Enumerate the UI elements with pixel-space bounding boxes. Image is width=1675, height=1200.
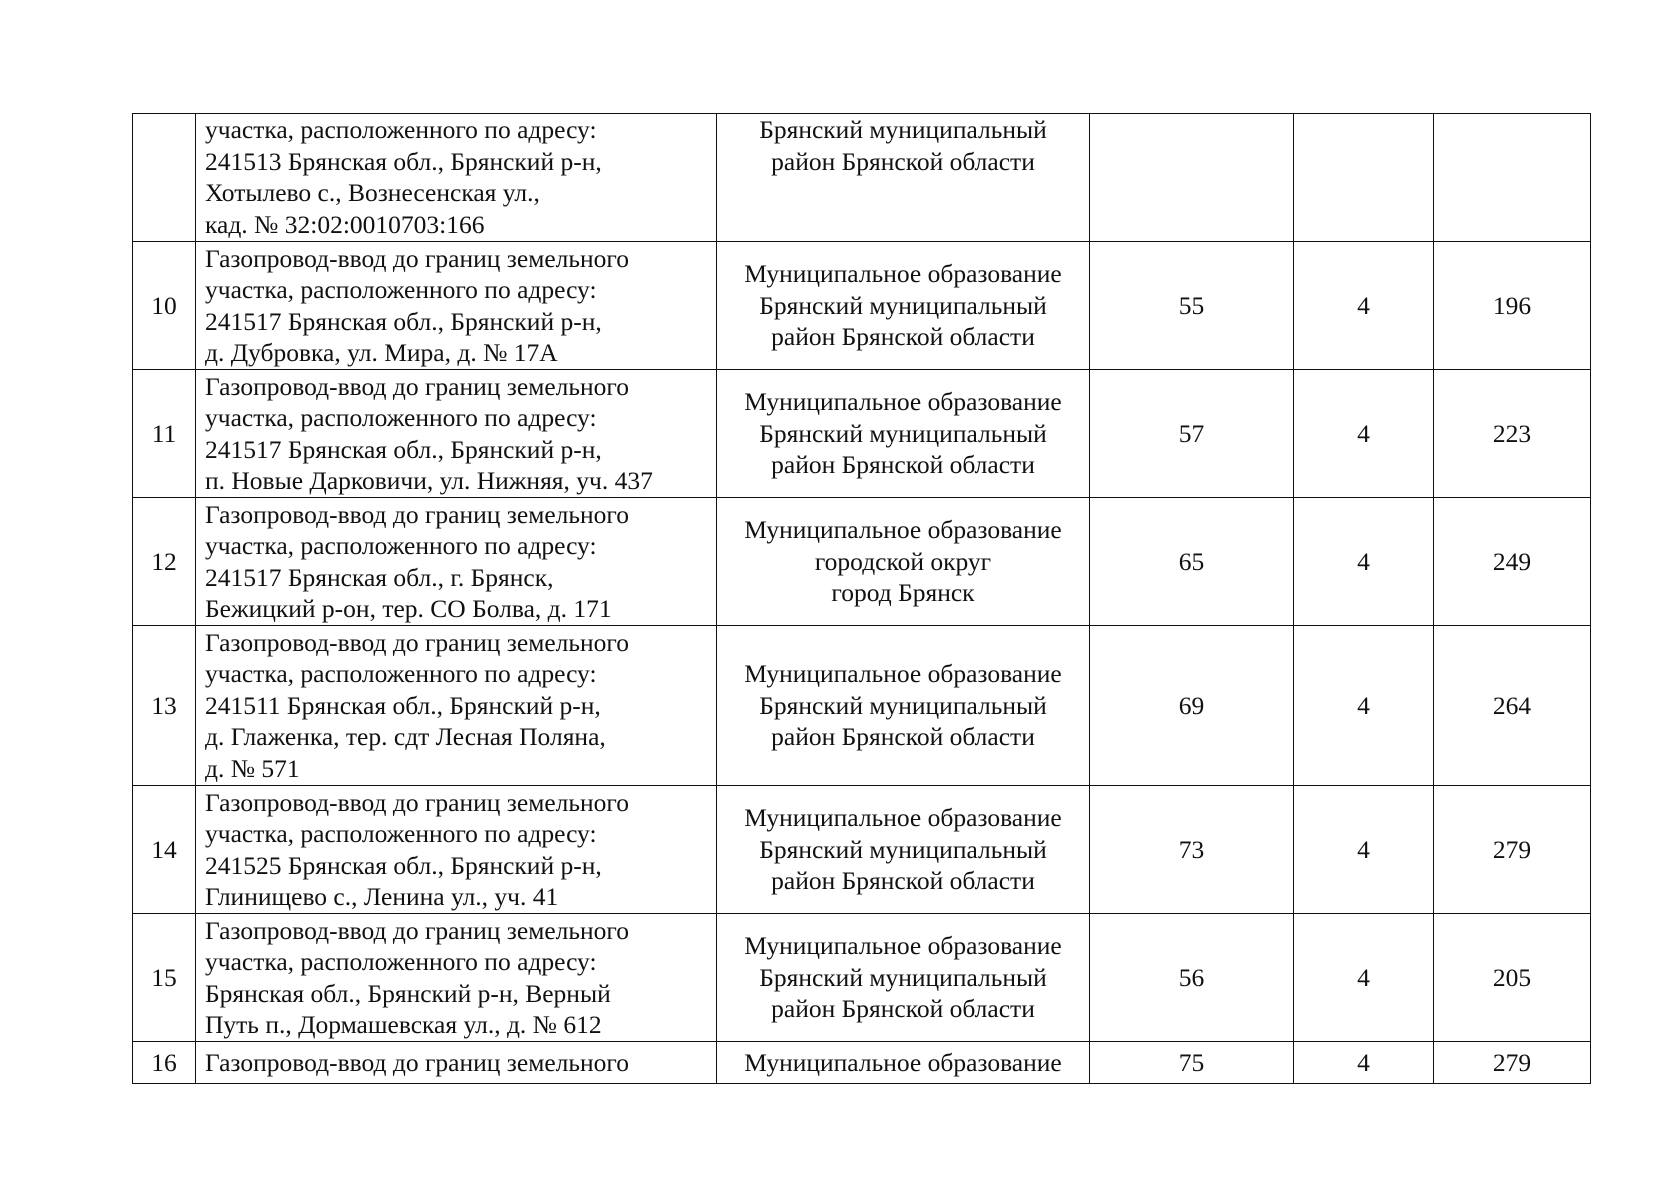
description-line: Бежицкий р-он, тер. СО Болва, д. 171 [205, 594, 612, 623]
value-cell-2: 4 [1294, 786, 1434, 914]
description-line: д. Дубровка, ул. Мира, д. № 17А [205, 338, 558, 367]
owner-line: Брянский муниципальный [759, 834, 1047, 864]
row-number-cell: 11 [133, 370, 196, 498]
table-row [133, 786, 1591, 914]
object-description-cell [196, 1042, 717, 1084]
owner-line: Муниципальное образование [744, 803, 1062, 833]
description-line: Путь п., Дормашевская ул., д. № 612 [205, 1010, 602, 1039]
owner-line: городской округ [814, 546, 992, 576]
owner-line: район Брянской области [771, 146, 1035, 176]
description-line: Хотылево с., Вознесенская ул., [205, 178, 540, 207]
description-line: участка, расположенного по адресу: [205, 531, 597, 560]
row-number-cell: 15 [133, 914, 196, 1042]
description-line: 241517 Брянская обл., Брянский р-н, [205, 434, 602, 464]
table-row [133, 370, 1591, 498]
value-cell-3: 279 [1434, 786, 1591, 914]
owner-cell [717, 242, 1090, 370]
owner-cell [717, 626, 1090, 786]
owner-line: Муниципальное образование [744, 515, 1062, 545]
description-line: Газопровод-ввод до границ земельного [205, 371, 629, 401]
owner-cell [717, 498, 1090, 626]
table-row [133, 498, 1591, 626]
owner-line: Брянский муниципальный [759, 690, 1047, 720]
value-cell-3: 223 [1434, 370, 1591, 498]
owner-line: Муниципальное образование [744, 387, 1062, 417]
owner-line: Брянский муниципальный [759, 115, 1047, 144]
value-cell-3: 196 [1434, 242, 1591, 370]
table-row [133, 914, 1591, 1042]
description-line: участка, расположенного по адресу: [205, 819, 597, 848]
owner-line: Брянский муниципальный [759, 418, 1047, 448]
owner-line: район Брянской области [771, 866, 1035, 896]
description-line: Газопровод-ввод до границ земельного [205, 1047, 629, 1077]
owner-line: район Брянской области [771, 722, 1035, 752]
owner-line: город Брянск [831, 578, 975, 608]
value-cell-1: 75 [1090, 1042, 1294, 1084]
description-line: Брянская обл., Брянский р-н, Верный [205, 978, 611, 1008]
value-cell-1: 69 [1090, 626, 1294, 786]
owner-cell [717, 786, 1090, 914]
object-description-cell [196, 242, 717, 370]
value-cell-1: 57 [1090, 370, 1294, 498]
owner-line: район Брянской области [771, 994, 1035, 1024]
row-number-cell: 14 [133, 786, 196, 914]
owner-cell [717, 914, 1090, 1042]
description-line: участка, расположенного по адресу: [205, 659, 597, 689]
description-line: Газопровод-ввод до границ земельного [205, 787, 629, 817]
description-line: 241517 Брянская обл., Брянский р-н, [205, 306, 602, 336]
row-number-cell [133, 114, 196, 242]
owner-line: Муниципальное образование [744, 259, 1062, 289]
description-line: Газопровод-ввод до границ земельного [205, 627, 629, 657]
object-description-cell [196, 786, 717, 914]
value-cell-3: 205 [1434, 914, 1591, 1042]
description-line: Газопровод-ввод до границ земельного [205, 915, 629, 945]
description-line: 241525 Брянская обл., Брянский р-н, [205, 850, 602, 880]
description-line: участка, расположенного по адресу: [205, 275, 597, 304]
object-description-cell [196, 914, 717, 1042]
description-line: п. Новые Дарковичи, ул. Нижняя, уч. 437 [205, 466, 653, 495]
owner-line: район Брянской области [771, 322, 1035, 352]
description-line: 241513 Брянская обл., Брянский р-н, [205, 146, 602, 176]
description-line: участка, расположенного по адресу: [205, 947, 597, 976]
value-cell-1: 56 [1090, 914, 1294, 1042]
owner-line: Муниципальное образование [744, 931, 1062, 961]
description-line: д. № 571 [205, 753, 300, 783]
object-description-cell [196, 370, 717, 498]
description-line: участка, расположенного по адресу: [205, 403, 597, 432]
value-cell-2: 4 [1294, 914, 1434, 1042]
owner-line: Муниципальное образование [744, 659, 1062, 689]
value-cell-2: 4 [1294, 370, 1434, 498]
row-number-cell: 13 [133, 626, 196, 786]
object-description-cell [196, 626, 717, 786]
value-cell-2: 4 [1294, 498, 1434, 626]
description-line: Газопровод-ввод до границ земельного [205, 499, 629, 529]
object-description-cell [196, 114, 717, 242]
table-row [133, 114, 1591, 242]
owner-cell [717, 114, 1090, 242]
owner-line: район Брянской области [771, 450, 1035, 480]
table-row [133, 626, 1591, 786]
value-cell-3: 264 [1434, 626, 1591, 786]
value-cell-3 [1434, 114, 1591, 242]
description-line: участка, расположенного по адресу: [205, 115, 597, 144]
value-cell-3: 279 [1434, 1042, 1591, 1084]
row-number-cell: 16 [133, 1042, 196, 1084]
owner-cell [717, 1042, 1090, 1084]
value-cell-2 [1294, 114, 1434, 242]
row-number-cell: 10 [133, 242, 196, 370]
gas-pipeline-table [132, 113, 1591, 1084]
owner-line: Брянский муниципальный [759, 962, 1047, 992]
value-cell-2: 4 [1294, 626, 1434, 786]
description-line: Глинищево с., Ленина ул., уч. 41 [205, 882, 559, 911]
table-row [133, 1042, 1591, 1084]
value-cell-1: 73 [1090, 786, 1294, 914]
value-cell-2: 4 [1294, 1042, 1434, 1084]
owner-line: Муниципальное образование [744, 1047, 1062, 1077]
description-line: 241517 Брянская обл., г. Брянск, [205, 562, 554, 592]
description-line: кад. № 32:02:0010703:166 [205, 209, 485, 239]
owner-cell [717, 370, 1090, 498]
value-cell-3: 249 [1434, 498, 1591, 626]
value-cell-1 [1090, 114, 1294, 242]
object-description-cell [196, 498, 717, 626]
value-cell-2: 4 [1294, 242, 1434, 370]
description-line: д. Глаженка, тер. сдт Лесная Поляна, [205, 722, 606, 752]
row-number-cell: 12 [133, 498, 196, 626]
description-line: 241511 Брянская обл., Брянский р-н, [205, 690, 601, 720]
table-body [133, 114, 1591, 1084]
description-line: Газопровод-ввод до границ земельного [205, 243, 629, 273]
table-row [133, 242, 1591, 370]
value-cell-1: 55 [1090, 242, 1294, 370]
value-cell-1: 65 [1090, 498, 1294, 626]
owner-line: Брянский муниципальный [759, 290, 1047, 320]
